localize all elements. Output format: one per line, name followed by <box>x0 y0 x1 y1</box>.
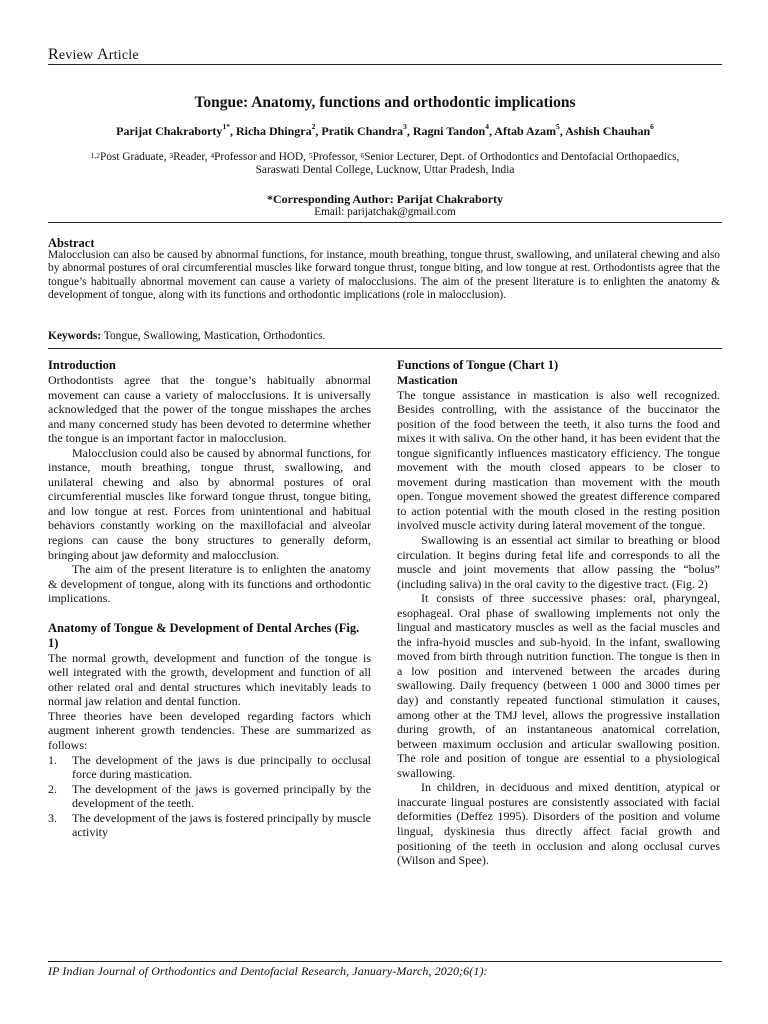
corresponding-email[interactable]: Email: parijatchak@gmail.com <box>314 206 456 218</box>
paragraph: The aim of the present literature is to enlighten the anatomy & development of tongue, along with its functions and orthodontic implications. <box>48 562 371 606</box>
paragraph: The tongue assistance in mastication is also well recognized. Besides controlling, with the assistance of the buccinator the position of the food between the teeth, it also turns the food and mixes it with saliva. On the other hand, it has been evident that the tongue significantly influences masticatory efficiency. The tongue movement with the mouth closed appears to be closer to movement during mastication than movement with the mouth open. Tongue movement showed the greatest difference compared to action potential with the mouth closed in the resting position involved muscle activity during lateral movement of the tongue. <box>397 387 720 533</box>
affil-sup: 4 <box>210 151 215 160</box>
corresponding-author: *Corresponding Author: Parijat Chakraborty <box>266 192 504 206</box>
author-name: Ragni Tandon <box>412 124 486 138</box>
author-sup: 2 <box>311 122 316 131</box>
author-sup: 3 <box>403 122 407 131</box>
list-number: 1. <box>48 752 57 767</box>
footer-rule <box>48 961 722 962</box>
list-item <box>48 753 371 782</box>
author-name: Pratik Chandra <box>321 124 404 138</box>
keywords-label: Keywords: <box>48 330 102 342</box>
affil-sup: 5 <box>308 151 313 160</box>
author-sup: 4 <box>485 122 489 131</box>
section-heading-introduction: Introduction <box>48 358 116 372</box>
abstract-rule <box>48 348 722 349</box>
affiliations <box>48 151 722 177</box>
list-item <box>48 811 371 840</box>
affil-text: Professor and HOD, <box>214 151 309 163</box>
paragraph: Malocclusion could also be caused by abnormal functions, for instance, mouth breathing, tongue thrust, swallowing, and unilateral chewing and also by abnormal postures of oral circumferential muscles like forward tongue thrust, tongue biting, and low tongue at rest. Forces from unintentional and habitual behaviors constantly working on the maxillofacial and alveolar regions can cause the bony structures to generally deform, bringing about jaw deformity and malocclusion. <box>48 445 371 562</box>
theory-list <box>48 753 371 840</box>
author-sup: 5 <box>555 122 560 131</box>
affil-sup: 1,2 <box>90 151 101 160</box>
list-text: The development of the jaws is governed principally by the development of the teeth. <box>72 781 371 811</box>
list-text: The development of the jaws is fostered principally by muscle activity <box>72 810 371 840</box>
journal-footer: IP Indian Journal of Orthodontics and Dentofacial Research, January-March, 2020;6(1): <box>48 964 488 978</box>
author-name: Richa Dhingra <box>235 124 312 138</box>
section-heading-functions: Functions of Tongue (Chart 1) <box>397 358 559 372</box>
paragraph: In children, in deciduous and mixed dentition, atypical or inaccurate lingual postures are consistently associated with facial deformities (Deffez 1995). Disorders of the position and volume lingual, dyskinesia thus directly affect facial growth and positioning of the teeth in occlusion and along occlusal curves (Wilson and Spee). <box>397 780 720 868</box>
list-number: 3. <box>48 810 57 825</box>
article-page <box>48 0 722 1024</box>
spacer <box>48 606 371 621</box>
affil-text: Reader, <box>173 151 211 163</box>
author-name: Aftab Azam <box>494 124 556 138</box>
list-text: The development of the jaws is due principally to occlusal force during mastication. <box>72 752 371 782</box>
author-name: Ashish Chauhan <box>565 124 651 138</box>
left-column <box>48 358 371 840</box>
label-text-2: rticle <box>108 48 139 63</box>
header-rule <box>48 64 722 65</box>
author-sup: 6 <box>650 122 654 131</box>
paragraph: It consists of three successive phases: oral, pharyngeal, esophageal. Oral phase of swallowing implements not only the lingual and masticatory muscles as well as the facial muscles and the infra-hyoid muscles and sub-hyoid. In the infant, swallowing moved from birth through nutrition function. The tongue is then in a low position and intervened between the arcades during swallowing. Daily frequency (between 1 000 and 3000 times per day) and constantly repeated functional stimulation it causes, among other at the TMJ level, allows the progressive installation during growth, of an instantaneous anatomical correlation, between maximum occlusion and articular swallowing position. The role and position of tongue are essential to a physiological swallowing. <box>397 591 720 780</box>
keywords <box>48 330 720 342</box>
article-title: Tongue: Anatomy, functions and orthodontic implications <box>194 94 576 111</box>
author-list: Parijat Chakraborty$^{1*}$, Richa Dhingra$^2$, Pratik Chandra$^3$, Ragni Tandon$^4$, Aftab Azam$^5$, Ashish Chauhan$^6$ <box>116 122 654 138</box>
label-cap-r: R <box>48 46 59 63</box>
paragraph: Swallowing is an essential act similar to breathing or blood circulation. It begins during fetal life and corresponds to all the muscle and joint movements that allow passing the “bolus” (including saliva) in the oral cavity to the digestive tract. (Fig. 2) <box>397 533 720 591</box>
label-cap-a: A <box>97 46 109 63</box>
paragraph: The normal growth, development and function of the tongue is well integrated with the growth, development and function of all other related oral and dental structures which inevitably leads to normal jaw relation and dental function. <box>48 650 371 709</box>
label-text-1: eview <box>58 48 98 63</box>
affil-text: Senior Lecturer, Dept. of Orthodontics and Dentofacial Orthopaedics, <box>364 151 680 163</box>
right-column <box>397 358 720 868</box>
affil-sup: 6 <box>360 151 365 160</box>
article-type-label <box>48 46 139 64</box>
title-block-rule <box>48 222 722 223</box>
affil-text: Professor, <box>312 151 361 163</box>
abstract-body: Malocclusion can also be caused by abnormal functions, for instance, mouth breathing, tongue thrust, swallowing, and unilateral chewing and also by abnormal postures of oral circumferential muscles like forward tongue thrust, tongue biting, and low tongue at rest. Orthodontists agree that the tongue’s habitually abnormal movement can cause a variety of malocclusions. The aim of the present literature is to enlighten the anatomy & development of tongue, along with its functions and orthodontic implications (role in malocclusion). <box>48 249 720 302</box>
author-name: Parijat Chakraborty <box>116 124 223 138</box>
section-heading-anatomy: Anatomy of Tongue & Development of Dental Arches (Fig. 1) <box>48 620 360 650</box>
list-item <box>48 782 371 811</box>
affil-text: Post Graduate, <box>100 151 170 163</box>
subsection-heading-mastication: Mastication <box>397 373 458 387</box>
abstract-heading: Abstract <box>48 236 95 250</box>
affil-line-2: Saraswati Dental College, Lucknow, Uttar Pradesh, India <box>255 164 515 176</box>
keywords-text: Tongue, Swallowing, Mastication, Orthodontics. <box>101 330 326 342</box>
paragraph: Three theories have been developed regarding factors which augment inherent growth tendencies. These are summarized as follows: <box>48 708 371 753</box>
paragraph: Orthodontists agree that the tongue’s habitually abnormal movement can cause a variety of malocclusions. It is universally acknowledged that the power of the tongue misshapes the arches and many concerned study has been devoted to determine whether the tongue is an important factor in malocclusion. <box>48 373 371 446</box>
affil-sup: 3 <box>169 151 174 160</box>
list-number: 2. <box>48 781 57 796</box>
author-sup: 1* <box>222 122 230 131</box>
